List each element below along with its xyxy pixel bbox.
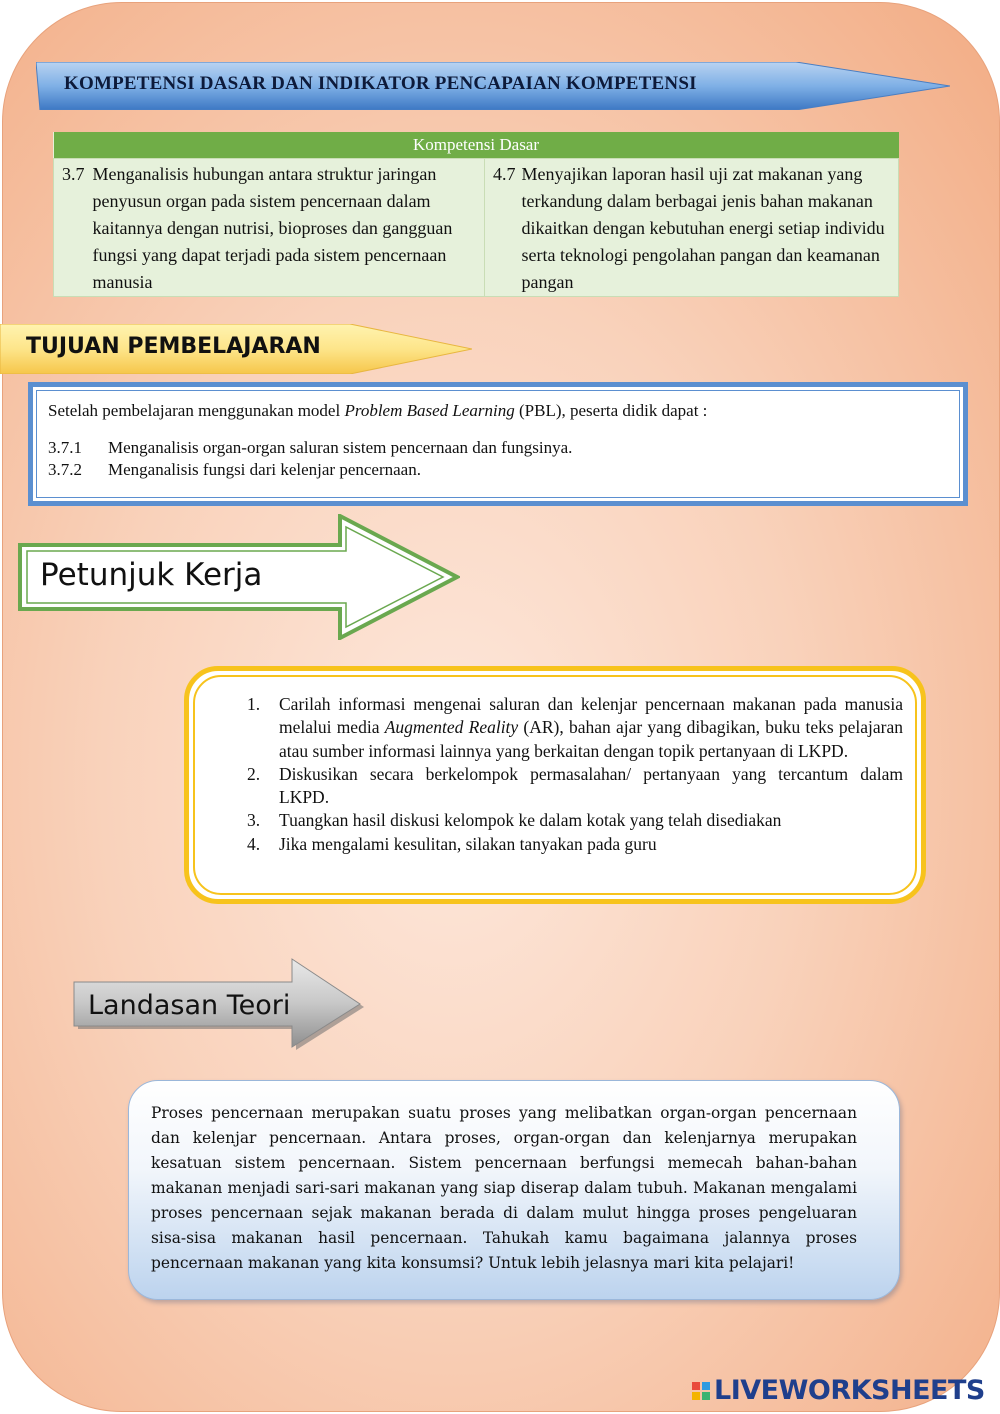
petunjuk-item-text: Diskusikan secara berkelompok permasalahan/ pertanyaan yang tercantum dalam LKPD. bbox=[279, 763, 903, 808]
petunjuk-item-number: 4. bbox=[247, 833, 261, 854]
petunjuk-item bbox=[247, 693, 903, 763]
tujuan-intro-model: Problem Based Learning bbox=[344, 401, 515, 420]
petunjuk-text-end: (AR), bahan ajar yang dibagikan, buku teks pelajaran atau sumber informasi lainnya yang berkaitan dengan topik pertanyaan di LKPD. bbox=[279, 717, 904, 761]
kompetensi-dasar-table bbox=[53, 132, 899, 297]
petunjuk-item-text bbox=[279, 693, 903, 763]
logo-square-blue bbox=[702, 1382, 710, 1390]
landasan-title: Landasan Teori bbox=[88, 990, 291, 1021]
tujuan-item-number: 3.7.2 bbox=[48, 460, 82, 479]
tujuan-box bbox=[28, 382, 968, 506]
petunjuk-item-text: Tuangkan hasil diskusi kelompok ke dalam kotak yang telah disediakan bbox=[279, 810, 782, 831]
kd-number: 3.7 bbox=[62, 164, 85, 184]
petunjuk-item-number: 3. bbox=[247, 810, 261, 831]
tujuan-intro-start: Setelah pembelajaran menggunakan model bbox=[48, 401, 345, 420]
petunjuk-text-start: Carilah informasi mengenai saluran dan kelenjar pencernaan makanan pada manusia melalui media bbox=[279, 694, 903, 738]
petunjuk-box bbox=[184, 666, 926, 904]
kd-cell-3-7 bbox=[54, 159, 485, 297]
logo-square-green bbox=[702, 1392, 710, 1400]
kd-section-title: KOMPETENSI DASAR DAN INDIKATOR PENCAPAIAN KOMPETENSI bbox=[64, 73, 697, 94]
kd-number: 4.7 bbox=[493, 164, 516, 184]
tujuan-intro bbox=[48, 401, 707, 421]
petunjuk-item bbox=[247, 833, 903, 856]
tujuan-item bbox=[48, 459, 572, 481]
logo-square-red bbox=[692, 1382, 700, 1390]
liveworksheets-logo-icon bbox=[692, 1382, 710, 1400]
tujuan-item-number: 3.7.1 bbox=[48, 438, 82, 457]
landasan-paragraph: Proses pencernaan merupakan suatu proses yang melibatkan organ-organ pencernaan dan kelenjar pencernaan. Antara proses, organ-organ dan kelenjarnya merupakan kesatuan sistem pencernaan. Sistem pencernaan berfungsi memecah bahan-bahan makanan menjadi sari-sari makanan yang siap diserap dalam tubuh. Makanan mengalami proses pencernaan sejak makanan berada di dalam mulut hingga proses pengeluaran sisa-sisa makanan hasil pencernaan. Tahukah kamu bagaimana jalannya proses pencernaan makanan yang kita konsumsi? Untuk lebih jelasnya mari kita pelajari! bbox=[151, 1104, 857, 1272]
tujuan-item-text: Menganalisis fungsi dari kelenjar pencernaan. bbox=[108, 460, 421, 479]
petunjuk-item bbox=[247, 809, 903, 832]
kd-text: Menganalisis hubungan antara struktur jaringan penyusun organ pada sistem pencernaan dalam kaitannya dengan nutrisi, bioproses dan gangguan fungsi yang dapat terjadi pada sistem pencernaan manusia bbox=[92, 164, 453, 292]
kd-table-header: Kompetensi Dasar bbox=[54, 132, 899, 159]
tujuan-item bbox=[48, 437, 572, 459]
petunjuk-item-number: 1. bbox=[247, 694, 261, 714]
petunjuk-item-number: 2. bbox=[247, 763, 261, 784]
petunjuk-text-ar: Augmented Reality bbox=[384, 717, 519, 738]
petunjuk-title: Petunjuk Kerja bbox=[40, 557, 263, 593]
kd-cell-4-7 bbox=[485, 159, 899, 297]
liveworksheets-logo-text: LIVEWORKSHEETS bbox=[714, 1375, 985, 1406]
tujuan-title: TUJUAN PEMBELAJARAN bbox=[26, 334, 321, 359]
petunjuk-item bbox=[247, 763, 903, 810]
logo-square-yellow bbox=[692, 1392, 700, 1400]
tujuan-list bbox=[48, 437, 572, 481]
petunjuk-item-text: Jika mengalami kesulitan, silakan tanyakan pada guru bbox=[279, 833, 657, 854]
tujuan-intro-end: (PBL), peserta didik dapat : bbox=[514, 401, 708, 420]
landasan-box bbox=[128, 1080, 900, 1300]
liveworksheets-logo bbox=[692, 1375, 985, 1406]
tujuan-item-text: Menganalisis organ-organ saluran sistem pencernaan dan fungsinya. bbox=[108, 438, 573, 457]
kd-text: Menyajikan laporan hasil uji zat makanan yang terkandung dalam berbagai jenis bahan makanan dikaitkan dengan kebutuhan energi setiap individu serta teknologi pengolahan pangan dan keamanan pangan bbox=[521, 164, 885, 292]
petunjuk-list bbox=[247, 693, 903, 856]
